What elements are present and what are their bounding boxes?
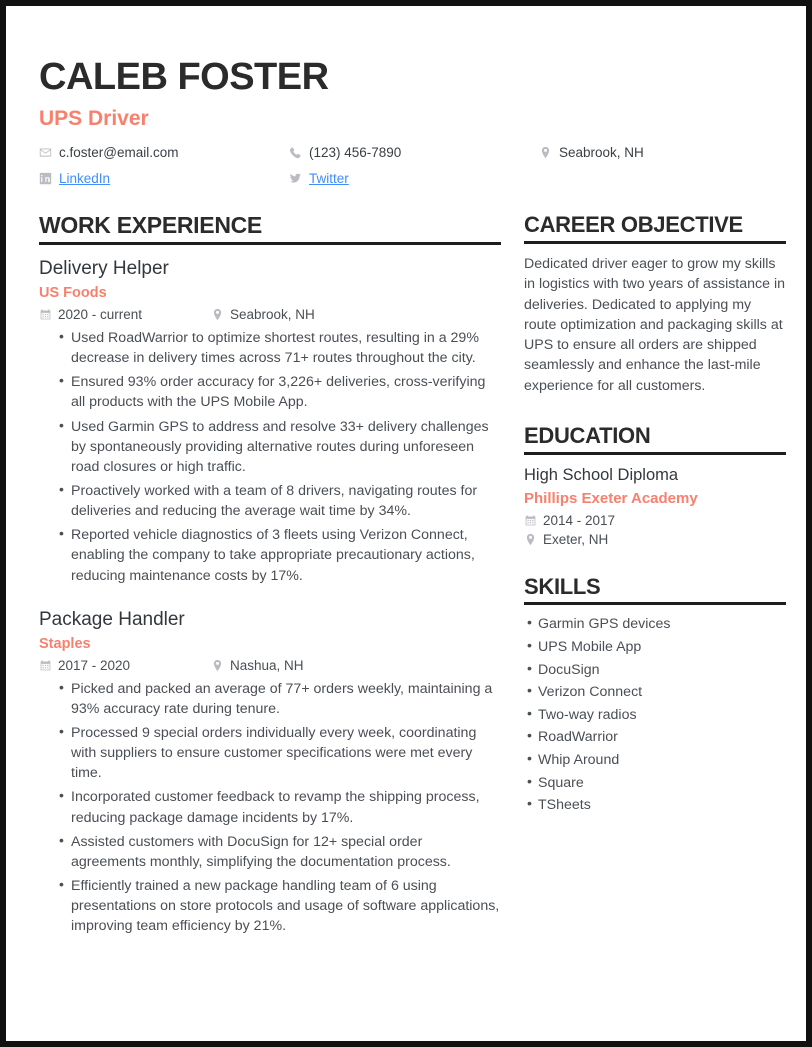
linkedin-icon xyxy=(39,172,52,185)
candidate-job-title: UPS Driver xyxy=(39,106,149,130)
resume-header xyxy=(39,34,784,187)
skill-item: • TSheets xyxy=(538,795,786,816)
skill-item: • DocuSign xyxy=(538,660,786,681)
map-pin-icon xyxy=(211,308,224,321)
education-location xyxy=(524,532,786,547)
experience-meta xyxy=(39,658,501,673)
phone-icon xyxy=(289,146,302,159)
map-pin-icon xyxy=(211,659,224,672)
experience-bullet: • Used RoadWarrior to optimize shortest routes, resulting in a 29% decrease in delivery times across 71+ routes throughout the city. xyxy=(71,328,501,368)
calendar-icon xyxy=(39,308,52,321)
contact-location-label: Seabrook, NH xyxy=(559,145,644,161)
experience-bullet: • Reported vehicle diagnostics of 3 fleets using Verizon Connect, enabling the company to take appropriate precautionary actions, reducing maintenance costs by 17%. xyxy=(71,525,501,585)
experience-bullet: • Proactively worked with a team of 8 drivers, navigating routes for deliveries and reducing the average wait time by 34%. xyxy=(71,481,501,521)
experience-location-label: Nashua, NH xyxy=(230,657,304,673)
experience-meta xyxy=(39,307,501,322)
contact-location xyxy=(539,144,784,162)
experience-dates xyxy=(39,307,211,322)
contact-twitter[interactable] xyxy=(289,170,539,188)
career-objective-section xyxy=(524,213,786,396)
experience-bullet: • Incorporated customer feedback to revamp the shipping process, reducing package damage incidents by 17%. xyxy=(71,787,501,827)
calendar-icon xyxy=(39,659,52,672)
education-location-label: Exeter, NH xyxy=(543,531,609,547)
map-pin-icon xyxy=(539,146,552,159)
experience-bullet: • Assisted customers with DocuSign for 12+ special order agreements monthly, simplifying the documentation process. xyxy=(71,832,501,872)
contact-linkedin[interactable] xyxy=(39,170,289,188)
section-title-work-experience: WORK EXPERIENCE xyxy=(39,213,501,245)
skill-item: • Square xyxy=(538,773,786,794)
contact-phone xyxy=(289,144,539,162)
section-title-career-objective: CAREER OBJECTIVE xyxy=(524,213,786,244)
envelope-icon xyxy=(39,146,52,159)
education-section xyxy=(524,424,786,547)
experience-role: Package Handler xyxy=(39,608,185,630)
contact-twitter-link[interactable]: Twitter xyxy=(309,170,349,186)
right-column xyxy=(524,213,786,940)
section-title-skills: SKILLS xyxy=(524,575,786,606)
skills-list xyxy=(524,614,786,815)
candidate-name: CALEB FOSTER xyxy=(39,56,329,98)
education-school: Phillips Exeter Academy xyxy=(524,490,698,508)
experience-role: Delivery Helper xyxy=(39,258,169,279)
calendar-icon xyxy=(524,514,537,527)
twitter-icon xyxy=(289,172,302,185)
contact-email xyxy=(39,144,289,162)
experience-bullets xyxy=(39,679,501,937)
experience-location xyxy=(211,658,304,673)
skill-item: • Two-way radios xyxy=(538,705,786,726)
experience-organization: Staples xyxy=(39,635,91,652)
experience-dates xyxy=(39,658,211,673)
skills-section xyxy=(524,575,786,816)
experience-bullet: • Picked and packed an average of 77+ orders weekly, maintaining a 93% accuracy rate during tenure. xyxy=(71,679,501,719)
experience-dates-label: 2017 - 2020 xyxy=(58,657,131,673)
experience-bullet: • Used Garmin GPS to address and resolve 33+ delivery challenges by spontaneously providing alternative routes during unforeseen road closures or high traffic. xyxy=(71,417,501,477)
experience-location-label: Seabrook, NH xyxy=(230,306,315,322)
skill-item: • Whip Around xyxy=(538,750,786,771)
experience-dates-label: 2020 - current xyxy=(58,306,143,322)
contact-phone-label: (123) 456-7890 xyxy=(309,145,402,161)
section-title-education: EDUCATION xyxy=(524,424,786,455)
skill-item: • Verizon Connect xyxy=(538,682,786,703)
resume-body xyxy=(39,213,784,940)
skill-item: • RoadWarrior xyxy=(538,727,786,748)
map-pin-icon xyxy=(524,533,537,546)
experience-entry xyxy=(39,608,501,937)
experience-organization: US Foods xyxy=(39,284,107,301)
contact-linkedin-link[interactable]: LinkedIn xyxy=(59,170,111,186)
education-dates-label: 2014 - 2017 xyxy=(543,512,616,528)
skill-item: • Garmin GPS devices xyxy=(538,614,786,635)
contact-email-label: c.foster@email.com xyxy=(59,145,179,161)
left-column xyxy=(39,213,501,940)
skill-item: • UPS Mobile App xyxy=(538,637,786,658)
experience-bullet: • Efficiently trained a new package handling team of 6 using presentations on store protocols and usage of software applications, improving team efficiency by 21%. xyxy=(71,876,501,936)
experience-bullet: • Ensured 93% order accuracy for 3,226+ deliveries, cross-verifying all products with the UPS Mobile App. xyxy=(71,372,501,412)
contact-info xyxy=(39,144,784,187)
experience-location xyxy=(211,307,315,322)
experience-entry xyxy=(39,257,501,586)
experience-bullets xyxy=(39,328,501,586)
career-objective-text: Dedicated driver eager to grow my skills in logistics with two years of assistance in deliveries. Dedicated to applying my route optimization and packaging skills at UPS to ensure all orders are shipped seamlessly and enhance the last-mile experience for all customers. xyxy=(524,255,786,394)
education-degree: High School Diploma xyxy=(524,465,679,484)
experience-bullet: • Processed 9 special orders individually every week, coordinating with suppliers to ensure customer specifications were met every time. xyxy=(71,723,501,783)
education-dates xyxy=(524,513,786,528)
